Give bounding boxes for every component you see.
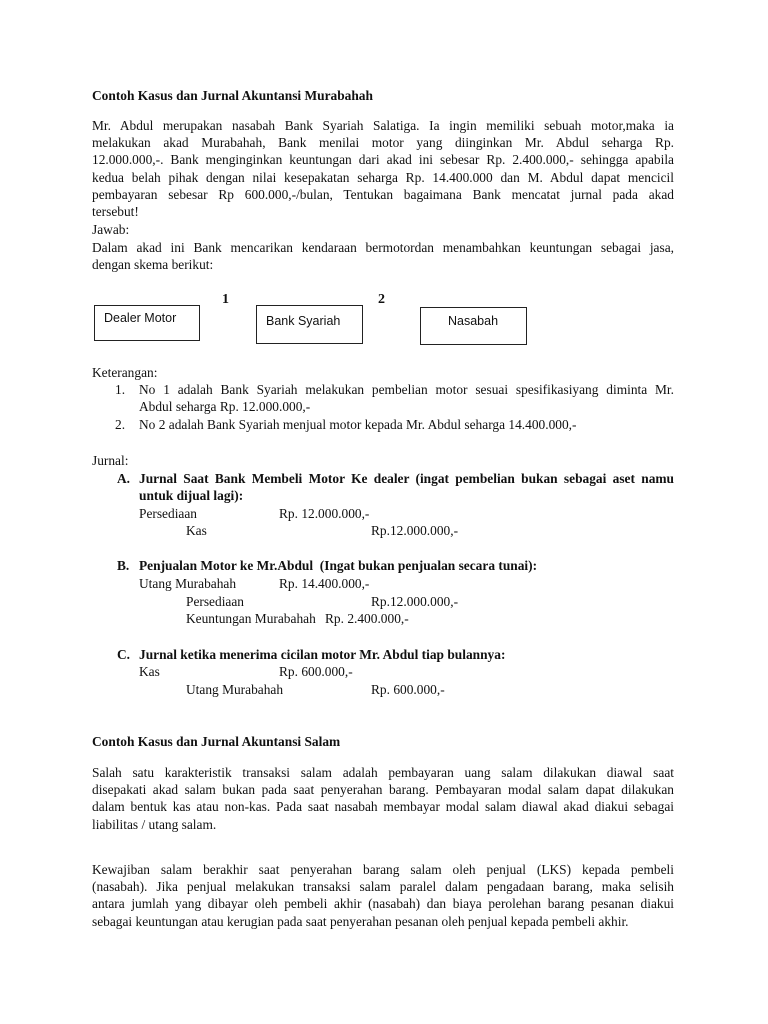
- credit-account: Keuntungan Murabahah: [186, 611, 316, 626]
- entry-title-line: Jurnal Saat Bank Membeli Motor Ke dealer (ingat pembelian bukan sebagai aset namu: [139, 471, 674, 486]
- salam-paragraph-1: [92, 764, 674, 833]
- jawab-label: Jawab:: [92, 222, 130, 237]
- debit-amount: Rp. 14.400.000,-: [279, 576, 370, 591]
- debit-amount: Rp. 12.000.000,-: [279, 506, 370, 521]
- credit-amount: Rp. 600.000,-: [371, 682, 445, 697]
- entry-title: Penjualan Motor ke Mr.Abdul (Ingat bukan penjualan secara tunai):: [139, 558, 538, 573]
- credit-amount: Rp.12.000.000,-: [371, 523, 459, 538]
- credit-amount: Rp. 2.400.000,-: [325, 611, 409, 626]
- entry-title-line: untuk dijual lagi):: [139, 488, 244, 504]
- salam-line: sebagai keuntungan atau kerugian pada saat penyerahan pesanan oleh penjual kepada pembeli akhir.: [92, 913, 629, 929]
- case-line: pembayaran sebesar Rp 600.000,-/bulan, Tentukan bagaimana Bank mencatat jurnal pada akad: [92, 186, 674, 202]
- nasabah-label: Nasabah: [448, 314, 499, 328]
- salam-paragraph-2: [92, 861, 674, 930]
- entry-title: Jurnal ketika menerima cicilan motor Mr. Abdul tiap bulannya:: [139, 647, 506, 662]
- credit-amount: Rp.12.000.000,-: [371, 594, 459, 609]
- case-line: kedua belah pihak dengan nilai kesepakatan seharga Rp. 14.400.000 dan M. Abdul dapat mencicil: [92, 169, 674, 185]
- nasabah-box: [420, 307, 527, 345]
- salam-line: (nasabah). Jika penjual melakukan transaksi salam paralel dalam pengadaan barang, maka selisih: [92, 879, 674, 895]
- list-item: No 2 adalah Bank Syariah menjual motor kepada Mr. Abdul seharga 14.400.000,-: [139, 417, 577, 432]
- bank-syariah-box: [256, 305, 363, 344]
- dealer-motor-box: [94, 305, 200, 341]
- salam-line: disepakati akad salam bukan pada saat penyerahan barang. Pembayaran modal salam dapat dilakukan: [92, 782, 674, 798]
- list-marker: 1.: [115, 382, 126, 397]
- case-line: 12.000.000,-. Bank menginginkan keuntungan dari akad ini sebesar Rp. 2.400.000,- sehingga apabila: [92, 152, 674, 168]
- salam-line: antara jumlah yang dibayar oleh pembeli akhir (nasabah) dan biaya perolehan barang pesanan diakui: [92, 896, 674, 912]
- debit-amount: Rp. 600.000,-: [279, 664, 353, 679]
- jurnal-label: Jurnal:: [92, 453, 129, 468]
- murabahah-title: Contoh Kasus dan Jurnal Akuntansi Murabahah: [92, 88, 373, 103]
- list-item: [139, 381, 674, 415]
- salam-line: liabilitas / utang salam.: [92, 816, 217, 832]
- step-number-2: 2: [378, 292, 385, 307]
- answer-line: Dalam akad ini Bank mencarikan kendaraan bermotordan menambahkan keuntungan sebagai jasa,: [92, 240, 674, 255]
- answer-line: dengan skema berikut:: [92, 257, 214, 273]
- case-line: melakukan akad Murabahah, Bank menilai motor yang diinginkan Mr. Abdul seharga Rp.: [92, 135, 674, 151]
- step-number-1: 1: [222, 292, 229, 307]
- credit-account: Persediaan: [186, 594, 245, 609]
- debit-account: Persediaan: [139, 506, 198, 521]
- entry-marker: C.: [117, 647, 131, 662]
- entry-marker: A.: [117, 471, 131, 486]
- bank-syariah-label: Bank Syariah: [266, 314, 341, 328]
- debit-account: Kas: [139, 664, 160, 679]
- dealer-motor-label: Dealer Motor: [104, 311, 177, 325]
- credit-account: Kas: [186, 523, 207, 538]
- case-line: Mr. Abdul merupakan nasabah Bank Syariah Salatiga. Ia ingin memiliki sebuah motor,maka ia: [92, 118, 674, 133]
- salam-line: Kewajiban salam berakhir saat penyerahan barang salam oleh penjual (LKS) kepada pembeli: [92, 862, 674, 877]
- credit-account: Utang Murabahah: [186, 682, 284, 697]
- keterangan-label: Keterangan:: [92, 365, 158, 380]
- entry-title: [139, 470, 674, 504]
- salam-line: dalam bentuk kas atau non-kas. Pada saat nasabah membayar modal salam diawal akad diakui sebagai: [92, 799, 674, 815]
- murabahah-case-paragraph: [92, 117, 674, 220]
- note-line: No 1 adalah Bank Syariah melakukan pembelian motor sesuai spesifikasiyang diminta Mr.: [139, 382, 674, 397]
- note-line: Abdul seharga Rp. 12.000.000,-: [139, 399, 311, 415]
- debit-account: Utang Murabahah: [139, 576, 237, 591]
- answer-paragraph: [92, 239, 674, 273]
- case-line: tersebut!: [92, 204, 139, 220]
- entry-marker: B.: [117, 558, 130, 573]
- salam-title: Contoh Kasus dan Jurnal Akuntansi Salam: [92, 734, 341, 749]
- list-marker: 2.: [115, 417, 126, 432]
- salam-line: Salah satu karakteristik transaksi salam adalah pembayaran uang salam dilakukan diawal saat: [92, 765, 674, 780]
